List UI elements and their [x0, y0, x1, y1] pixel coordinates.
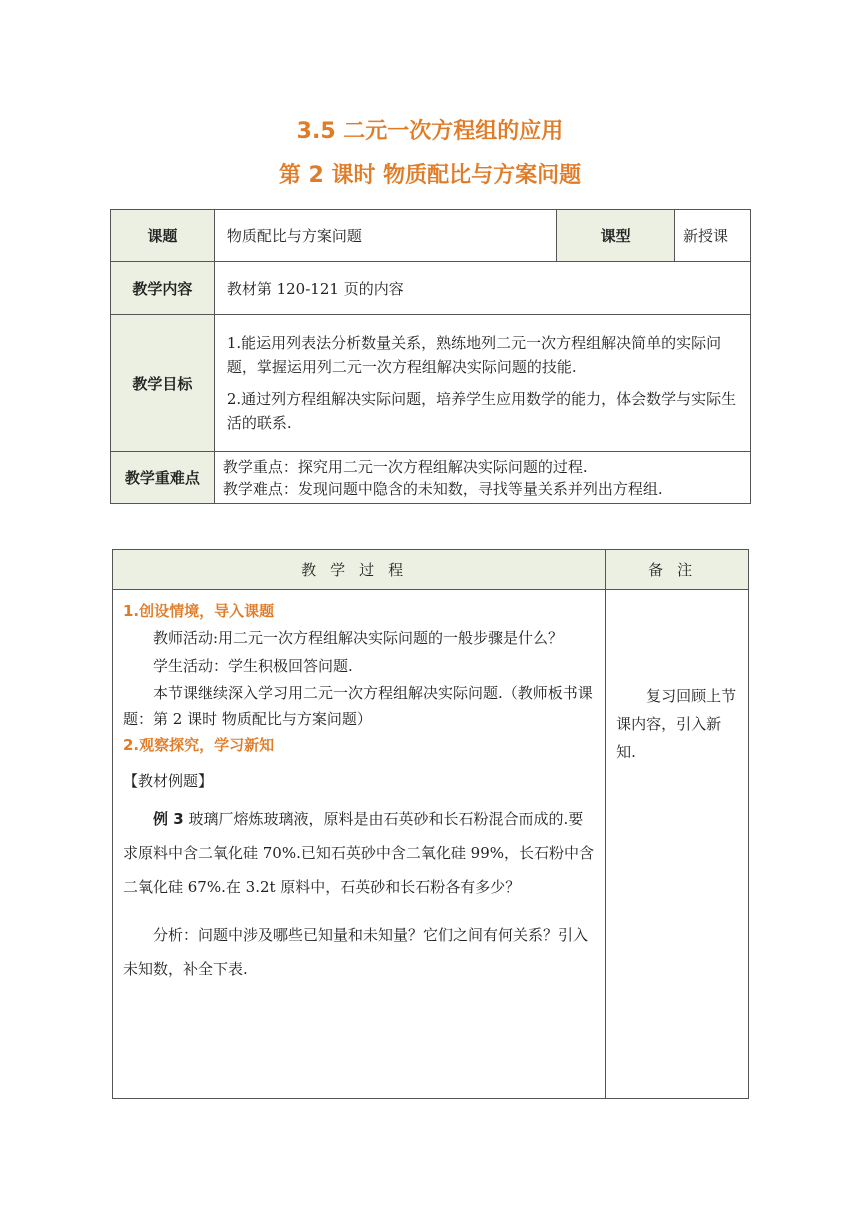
section-heading: 1.创设情境，导入课题	[123, 602, 275, 620]
goal-value	[214, 315, 750, 452]
process-header-row	[113, 550, 749, 590]
lesson-info-table	[110, 209, 751, 504]
content-label: 教学内容	[111, 262, 215, 315]
goal-item: 1.能运用列表法分析数量关系，熟练地列二元一次方程组解决简单的实际问题，掌握运用列二元一次方程组解决实际问题的技能.	[226, 334, 722, 376]
content-row	[111, 262, 751, 315]
process-body-row	[113, 590, 749, 1099]
teacher-activity: 教师活动:用二元一次方程组解决实际问题的一般步骤是什么？	[153, 629, 564, 647]
page-title: 3.5 二元一次方程组的应用	[296, 119, 564, 144]
key-point: 教学重点：探究用二元一次方程组解决实际问题的过程.	[222, 457, 588, 476]
goal-row	[111, 315, 751, 452]
key-point: 教学难点：发现问题中隐含的未知数，寻找等量关系并列出方程组.	[222, 479, 663, 498]
analysis-text: 分析：问题中涉及哪些已知量和未知量？它们之间有何关系？引入未知数，补全下表.	[123, 926, 589, 978]
lesson-intro: 本节课继续深入学习用二元一次方程组解决实际问题.（教师板书课题：第 2 课时 物质配比与方案问题）	[123, 684, 593, 728]
note-content	[606, 590, 749, 1099]
note-text: 复习回顾上节课内容，引入新知.	[616, 687, 737, 761]
goal-item: 2.通过列方程组解决实际问题，培养学生应用数学的能力，体会数学与实际生活的联系.	[226, 390, 737, 432]
topic-row	[111, 210, 751, 262]
section-heading: 2.观察探究，学习新知	[123, 736, 275, 754]
example-text: 玻璃厂熔炼玻璃液，原料是由石英砂和长石粉混合而成的.要求原料中含二氧化硅 70%.已知石英砂中含二氧化硅 99%，长石粉中含二氧化硅 67%.在 3.2t 原料中，石英砂和长石粉各有多少？	[123, 810, 594, 896]
student-activity: 学生活动：学生积极回答问题.	[153, 657, 353, 675]
key-label: 教学重难点	[111, 452, 215, 504]
lesson-subtitle: 第 2 课时 物质配比与方案问题	[278, 163, 582, 188]
key-row	[111, 452, 751, 504]
type-value: 新授课	[675, 210, 751, 262]
goal-label: 教学目标	[111, 315, 215, 452]
key-value	[214, 452, 750, 504]
topic-value: 物质配比与方案问题	[214, 210, 556, 262]
teaching-process-table	[112, 549, 749, 1099]
example-label: 例 3	[153, 810, 184, 828]
process-header: 教学过程	[113, 550, 606, 590]
type-label: 课型	[557, 210, 675, 262]
note-header: 备注	[606, 550, 749, 590]
example-problem	[123, 802, 595, 904]
topic-label: 课题	[111, 210, 215, 262]
process-content	[113, 590, 606, 1099]
content-value: 教材第 120-121 页的内容	[214, 262, 750, 315]
textbook-example-tag: 【教材例题】	[123, 772, 214, 790]
